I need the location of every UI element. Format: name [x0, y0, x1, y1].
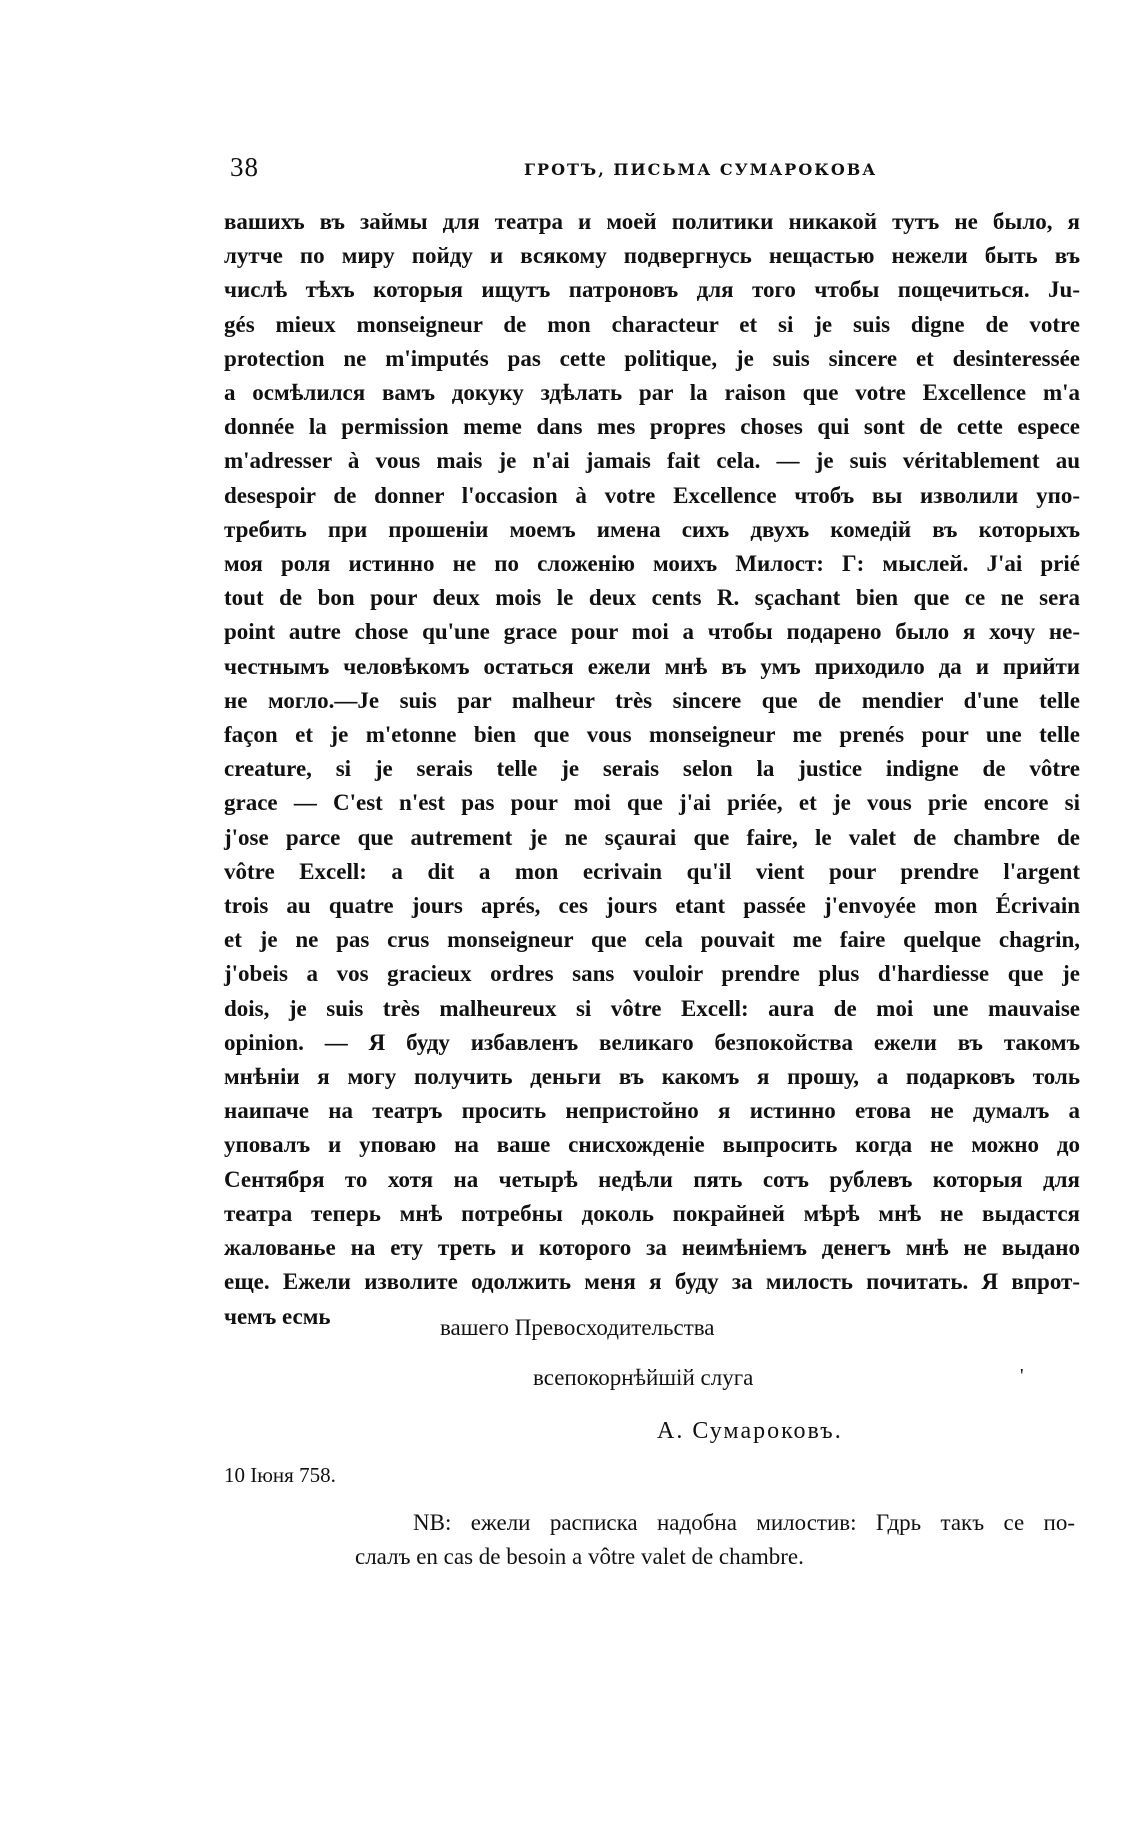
- body-line: наипаче на театръ просить непристойно я истинно етова не думалъ а: [224, 1098, 1080, 1124]
- body-line: creature, si je serais telle je serais selon la justice indigne de vôtre: [224, 756, 1080, 782]
- body-line: моя роля истинно не по сложенію моихъ Милост: Г: мыслей. J'ai prié: [224, 551, 1080, 577]
- letter-body: [224, 205, 1080, 1334]
- body-line: façon et je m'etonne bien que vous monseigneur me prenés pour une telle: [224, 722, 1080, 748]
- running-head: ГРОТЪ, ПИСЬМА СУМАРОКОВА: [524, 160, 878, 179]
- body-line: grace — C'est n'est pas pour moi que j'ai priée, et je vous prie encore si: [224, 790, 1080, 816]
- body-line: j'ose parce que autrement je ne sçaurai que faire, le valet de chambre de: [224, 824, 1080, 850]
- body-line: чемъ есмь: [224, 1303, 331, 1329]
- body-line: а осмѣлился вамъ докуку здѣлать par la raison que votre Excellence m'a: [224, 380, 1080, 406]
- body-line: donnée la permission meme dans mes propres choses qui sont de cette espece: [224, 414, 1080, 440]
- body-line: числѣ тѣхъ которыя ищутъ патроновъ для того чтобы пощечиться. Ju-: [224, 277, 1080, 303]
- body-line: et je ne pas crus monseigneur que cela pouvait me faire quelque chagrin,: [224, 927, 1080, 953]
- body-line: Сентября то хотя на четырѣ недѣли пять сотъ рублевъ которыя для: [224, 1166, 1080, 1192]
- closing-salutation: вашего Превосходительства: [440, 1315, 715, 1340]
- body-line: не могло.—Je suis par malheur très sincere que de mendier d'une telle: [224, 687, 1080, 713]
- body-line: vôtre Excell: a dit a mon ecrivain qu'il vient pour prendre l'argent: [224, 858, 1080, 884]
- body-line: мнѣніи я могу получить деньги въ какомъ я прошу, а подарковъ толь: [224, 1064, 1080, 1090]
- body-line: tout de bon pour deux mois le deux cents R. sçachant bien que ce ne sera: [224, 585, 1080, 611]
- body-line: j'obeis a vos gracieux ordres sans vouloir prendre plus d'hardiesse que je: [224, 961, 1080, 987]
- body-line: жалованье на ету треть и которого за неимѣніемъ денегъ мнѣ не выдано: [224, 1235, 1080, 1261]
- postscript-note: [355, 1506, 1075, 1574]
- body-line: уповалъ и уповаю на ваше снисхожденіе выпросить когда не можно до: [224, 1132, 1080, 1158]
- body-line: требить при прошеніи моемъ имена сихъ двухъ комедій въ которыхъ: [224, 516, 1080, 542]
- page-number: 38: [230, 152, 259, 182]
- body-line: opinion. — Я буду избавленъ великаго безпокойства ежели въ такомъ: [224, 1029, 1080, 1055]
- body-line: лутче по миру пойду и всякому подвергнусь нещастью нежели быть въ: [224, 243, 1080, 269]
- body-line: protection ne m'imputés pas cette politique, je suis sincere et desinteressée: [224, 345, 1080, 371]
- body-line: еще. Ежели изволите одолжить меня я буду за милость почитать. Я впрот-: [224, 1269, 1080, 1295]
- postscript-line: слалъ en cas de besoin a vôtre valet de chambre.: [355, 1544, 804, 1569]
- closing-mark: ': [1020, 1365, 1024, 1387]
- body-line: театра теперь мнѣ потребны доколь покрайней мѣрѣ мнѣ не выдастся: [224, 1200, 1080, 1226]
- body-line: gés mieux monseigneur de mon characteur et si je suis digne de votre: [224, 311, 1080, 337]
- postscript-line: NB: ежели расписка надобна милостив: Гдрь такъ се по-: [413, 1510, 1075, 1535]
- body-line: desespoir de donner l'occasion à votre Excellence чтобъ вы изволили упо-: [224, 482, 1080, 508]
- body-line: point autre chose qu'une grace pour moi а чтобы подарено было я хочу не-: [224, 619, 1080, 645]
- body-line: trois au quatre jours aprés, ces jours etant passée j'envoyée mon Écrivain: [224, 893, 1080, 919]
- page-header: [224, 150, 1074, 190]
- closing-servant: всепокорнѣйшій слуга: [533, 1365, 754, 1390]
- signature: А. Сумароковъ.: [657, 1418, 843, 1444]
- body-line: вашихъ въ займы для театра и моей политики никакой тутъ не было, я: [224, 209, 1080, 234]
- body-line: m'adresser à vous mais je n'ai jamais fait cela. — je suis véritablement au: [224, 448, 1080, 474]
- body-line: dois, je suis très malheureux si vôtre Excell: aura de moi une mauvaise: [224, 995, 1080, 1021]
- body-line: честнымъ человѣкомъ остаться ежели мнѣ въ умъ приходило да и прийти: [224, 653, 1080, 679]
- letter-date: 10 Іюня 758.: [224, 1463, 336, 1487]
